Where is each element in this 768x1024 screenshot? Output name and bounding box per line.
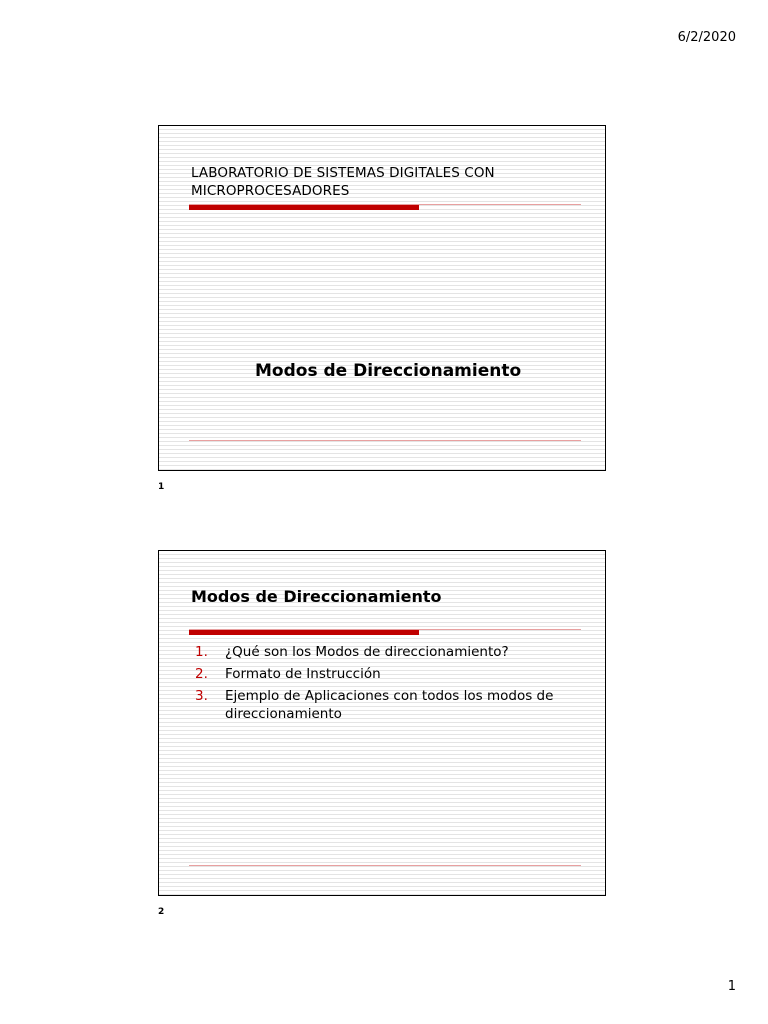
slide-2 (158, 550, 606, 896)
slide-1-subtitle: Modos de Direccionamiento (255, 361, 522, 381)
slide-2-footer-rule (189, 865, 581, 866)
slide-1-index: 1 (158, 482, 165, 492)
slide-1 (158, 125, 606, 471)
list-item-text: Formato de Instrucción (225, 666, 381, 682)
slide-2-index: 2 (158, 907, 165, 917)
slide-1-heading: LABORATORIO DE SISTEMAS DIGITALES CON MICROPROCESADORES (191, 165, 495, 199)
list-item-number: 1. (195, 644, 208, 660)
slide-1-title-bar (189, 205, 419, 210)
list-item-number: 2. (195, 666, 208, 682)
page-date: 6/2/2020 (677, 30, 736, 45)
list-item (195, 665, 585, 683)
slide-2-list (195, 643, 585, 727)
list-item-text: Ejemplo de Aplicaciones con todos los modos de direccionamiento (225, 688, 554, 722)
list-item-number: 3. (195, 688, 208, 704)
slide-2-title-bar (189, 630, 419, 635)
page-number: 1 (727, 979, 736, 994)
list-item (195, 643, 585, 661)
list-item-text: ¿Qué son los Modos de direccionamiento? (225, 644, 509, 660)
slide-2-title: Modos de Direccionamiento (191, 587, 442, 606)
list-item (195, 687, 585, 723)
slide-1-footer-rule (189, 440, 581, 441)
